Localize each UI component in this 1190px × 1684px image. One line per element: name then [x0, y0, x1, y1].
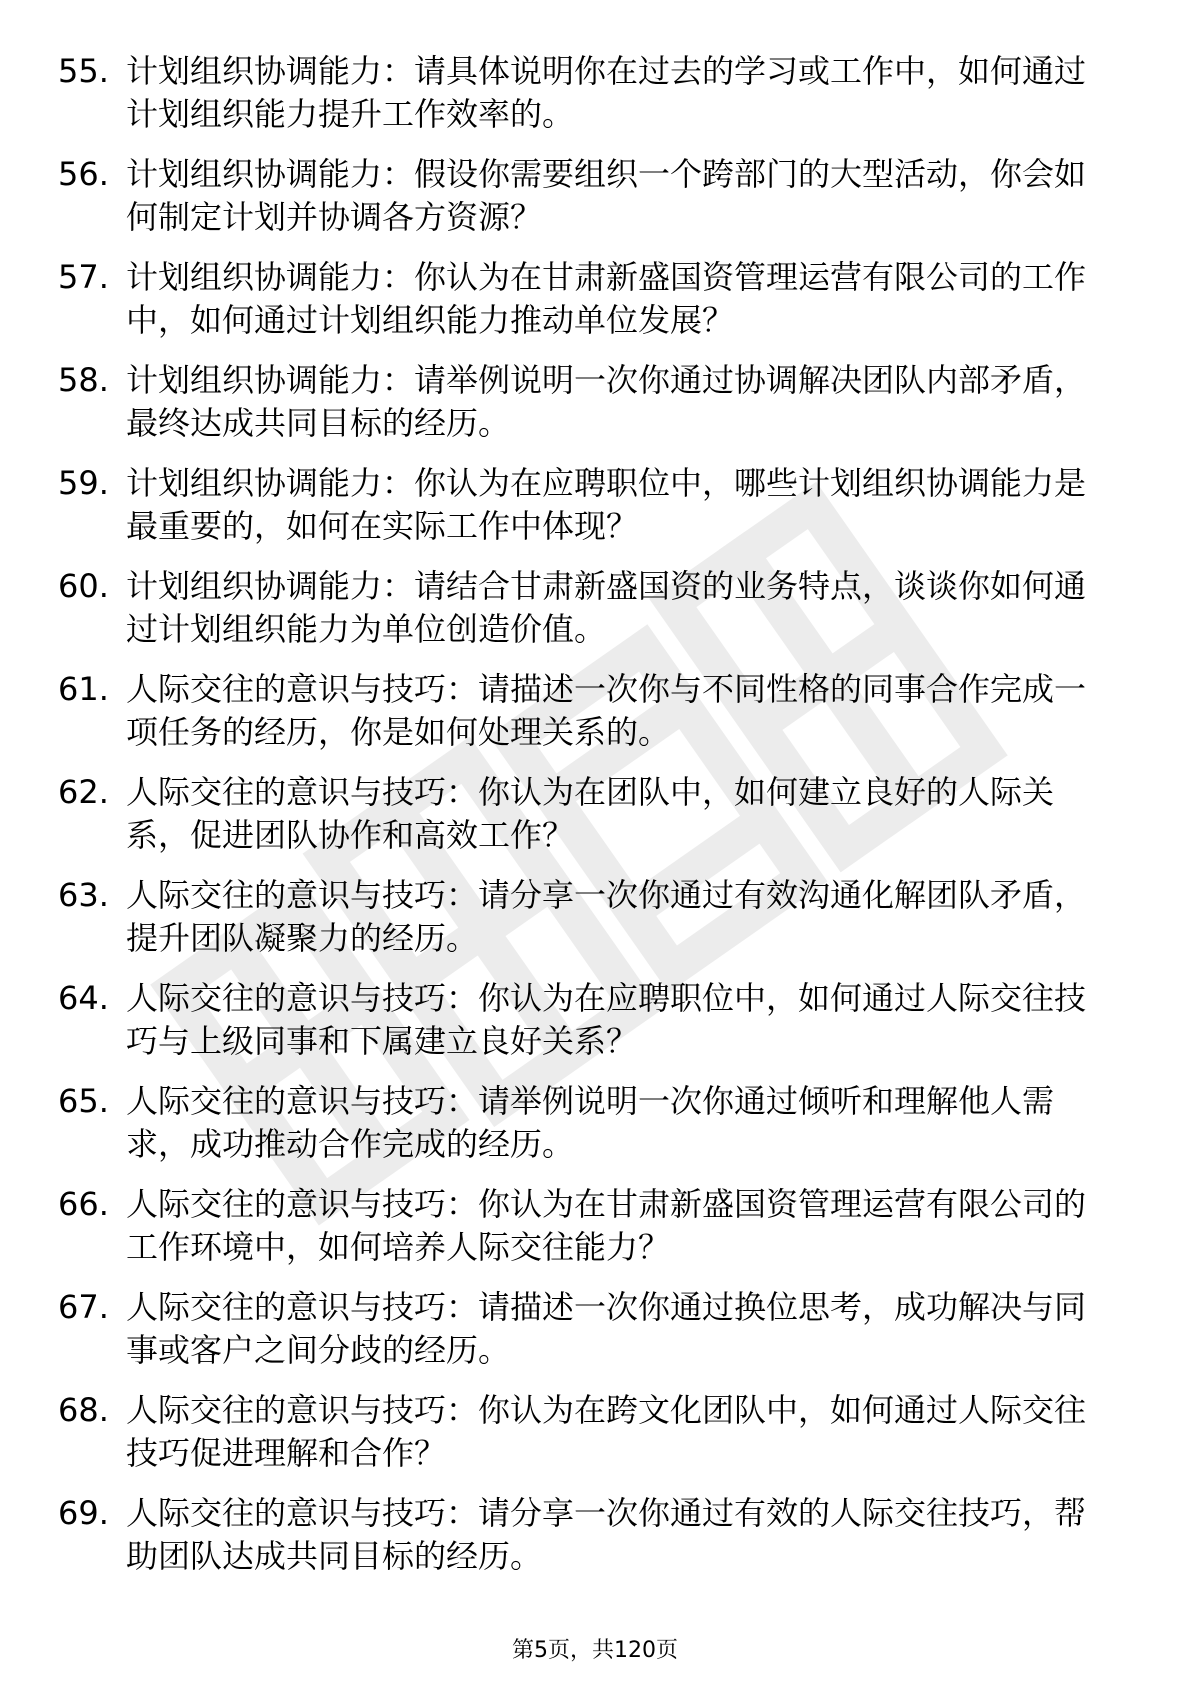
question-item [58, 462, 1108, 565]
page-footer [0, 1636, 1190, 1666]
question-text: 人际交往的意识与技巧：请举例说明一次你通过倾听和理解他人需求，成功推动合作完成的经历。 [126, 1082, 1055, 1163]
question-number: 68. [58, 1391, 109, 1429]
question-item [58, 50, 1108, 153]
question-text: 人际交往的意识与技巧：你认为在跨文化团队中，如何通过人际交往技巧促进理解和合作？ [126, 1391, 1087, 1472]
question-item [58, 874, 1108, 977]
question-item [58, 1286, 1108, 1389]
question-number: 69. [58, 1494, 109, 1532]
question-number: 58. [58, 361, 109, 399]
question-item [58, 668, 1108, 771]
question-text: 人际交往的意识与技巧：请描述一次你与不同性格的同事合作完成一项任务的经历，你是如何处理关系的。 [126, 670, 1087, 751]
question-text: 计划组织协调能力：请具体说明你在过去的学习或工作中，如何通过计划组织能力提升工作效率的。 [126, 52, 1087, 133]
question-text: 人际交往的意识与技巧：请描述一次你通过换位思考，成功解决与同事或客户之间分歧的经历。 [126, 1288, 1087, 1369]
question-number: 56. [58, 155, 109, 193]
question-text: 计划组织协调能力：请举例说明一次你通过协调解决团队内部矛盾，最终达成共同目标的经历。 [126, 361, 1087, 442]
page-number-label: 第5页，共120页 [512, 1638, 678, 1663]
question-text: 人际交往的意识与技巧：你认为在应聘职位中，如何通过人际交往技巧与上级同事和下属建立良好关系？ [126, 979, 1087, 1060]
question-number: 64. [58, 979, 109, 1017]
question-item [58, 1389, 1108, 1492]
question-text: 人际交往的意识与技巧：你认为在团队中，如何建立良好的人际关系，促进团队协作和高效工作？ [126, 773, 1055, 854]
question-item [58, 359, 1108, 462]
question-number: 62. [58, 773, 109, 811]
question-number: 65. [58, 1082, 109, 1120]
question-number: 66. [58, 1185, 109, 1223]
question-text: 计划组织协调能力：假设你需要组织一个跨部门的大型活动，你会如何制定计划并协调各方资源？ [126, 155, 1087, 236]
question-text: 计划组织协调能力：你认为在应聘职位中，哪些计划组织协调能力是最重要的，如何在实际工作中体现？ [126, 464, 1087, 545]
question-item [58, 977, 1108, 1080]
question-text: 人际交往的意识与技巧：你认为在甘肃新盛国资管理运营有限公司的工作环境中，如何培养人际交往能力？ [126, 1185, 1087, 1266]
question-number: 63. [58, 876, 109, 914]
question-number: 60. [58, 567, 109, 605]
question-text: 计划组织协调能力：你认为在甘肃新盛国资管理运营有限公司的工作中，如何通过计划组织能力推动单位发展？ [126, 258, 1087, 339]
question-number: 57. [58, 258, 109, 296]
question-item [58, 1492, 1108, 1595]
question-text: 计划组织协调能力：请结合甘肃新盛国资的业务特点，谈谈你如何通过计划组织能力为单位创造价值。 [126, 567, 1087, 648]
question-item [58, 256, 1108, 359]
question-item [58, 1183, 1108, 1286]
question-number: 55. [58, 52, 109, 90]
question-number: 67. [58, 1288, 109, 1326]
question-item [58, 771, 1108, 874]
question-number: 61. [58, 670, 109, 708]
question-item [58, 153, 1108, 256]
question-number: 59. [58, 464, 109, 502]
question-item [58, 565, 1108, 668]
question-text: 人际交往的意识与技巧：请分享一次你通过有效沟通化解团队矛盾，提升团队凝聚力的经历。 [126, 876, 1087, 957]
question-item [58, 1080, 1108, 1183]
question-list [58, 50, 1108, 1595]
question-text: 人际交往的意识与技巧：请分享一次你通过有效的人际交往技巧，帮助团队达成共同目标的经历。 [126, 1494, 1087, 1575]
